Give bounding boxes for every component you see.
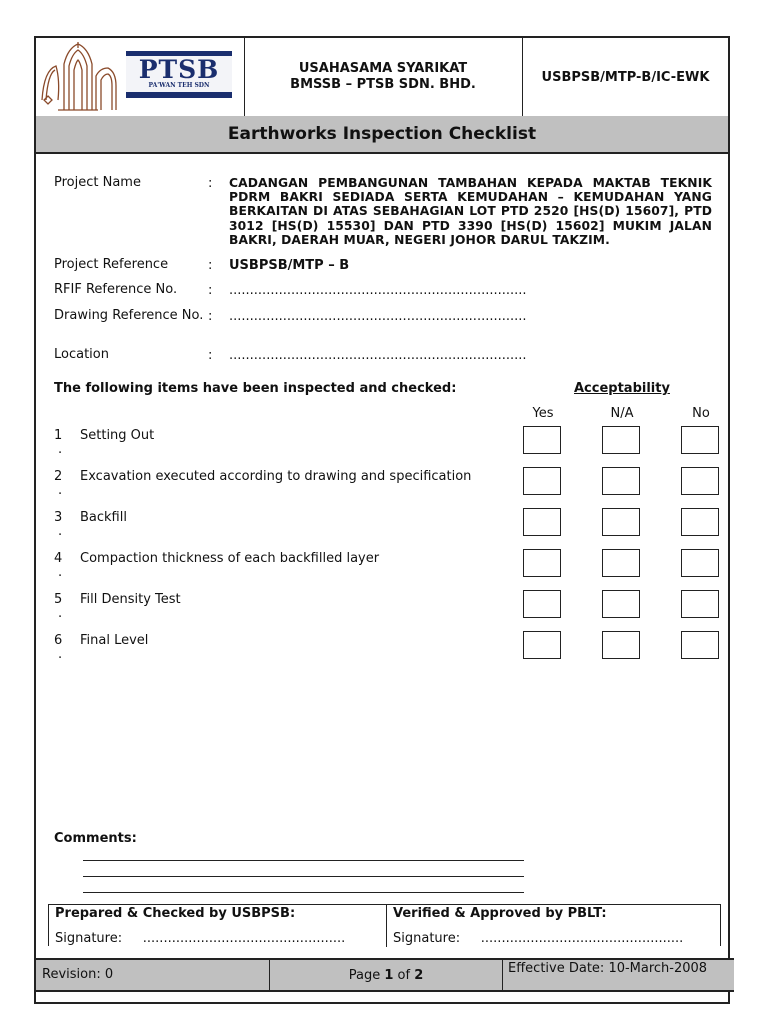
- inspection-heading: The following items have been inspected and checked:: [54, 381, 457, 396]
- item-label: Backfill: [80, 510, 127, 525]
- item-label: Excavation executed according to drawing and specification: [80, 469, 472, 484]
- comment-line[interactable]: [83, 892, 524, 893]
- signoff-box: [48, 904, 721, 946]
- checklist-form: [34, 36, 730, 1004]
- checkbox-na[interactable]: [602, 508, 640, 536]
- verified-signature[interactable]: [393, 931, 683, 946]
- project-reference-value: USBPSB/MTP – B: [229, 258, 350, 273]
- logo-wordmark: PTSB: [138, 55, 220, 84]
- item-number: 6: [54, 633, 63, 648]
- inspection-item: [54, 469, 524, 503]
- location-field[interactable]: ........................................................................: [229, 348, 527, 363]
- ptsb-logo: [126, 51, 232, 101]
- item-number-dot: .: [58, 483, 63, 498]
- company-name-cell: [244, 38, 523, 116]
- item-number: 5: [54, 592, 63, 607]
- signature-label: Signature:: [55, 931, 123, 946]
- checkbox-no[interactable]: [681, 426, 719, 454]
- revision-value: 0: [104, 967, 114, 982]
- form-header: [36, 38, 728, 118]
- column-yes: Yes: [532, 406, 554, 421]
- item-number: 1: [54, 428, 63, 443]
- drawing-reference-field[interactable]: ........................................................................: [229, 309, 527, 324]
- item-number-dot: .: [58, 647, 63, 662]
- item-number-dot: .: [58, 442, 63, 457]
- page-of: of: [393, 967, 415, 983]
- location-label: Location: [54, 347, 109, 362]
- prepared-by-title: Prepared & Checked by USBPSB:: [55, 906, 296, 921]
- verified-by-title: Verified & Approved by PBLT:: [393, 906, 607, 921]
- checkbox-yes[interactable]: [523, 590, 561, 618]
- checkbox-no[interactable]: [681, 631, 719, 659]
- project-reference-label: Project Reference: [54, 257, 169, 272]
- logo-cell: [36, 38, 245, 116]
- item-label: Setting Out: [80, 428, 155, 443]
- page-prefix: Page: [348, 967, 385, 983]
- effective-date: [508, 961, 728, 976]
- colon: :: [208, 176, 213, 191]
- inspection-item: [54, 428, 524, 462]
- form-title: Earthworks Inspection Checklist: [36, 116, 728, 154]
- checkbox-no[interactable]: [681, 549, 719, 577]
- comment-line[interactable]: [83, 860, 524, 861]
- page-current: 1: [384, 967, 394, 983]
- item-number: 3: [54, 510, 63, 525]
- checkbox-yes[interactable]: [523, 426, 561, 454]
- signature-dots: .................................................: [480, 931, 684, 946]
- checkbox-yes[interactable]: [523, 467, 561, 495]
- rfif-reference-label: RFIF Reference No.: [54, 282, 178, 297]
- item-label: Fill Density Test: [80, 592, 181, 607]
- item-number: 2: [54, 469, 63, 484]
- item-label: Final Level: [80, 633, 149, 648]
- arch-logo-icon: [38, 40, 118, 114]
- checkbox-yes[interactable]: [523, 508, 561, 536]
- signature-dots: .................................................: [142, 931, 346, 946]
- column-no: No: [692, 406, 710, 421]
- revision: [42, 967, 113, 982]
- checkbox-yes[interactable]: [523, 631, 561, 659]
- logo-bar-bottom: [126, 92, 232, 98]
- inspection-item: [54, 510, 524, 544]
- checkbox-na[interactable]: [602, 631, 640, 659]
- company-line-1: USAHASAMA SYARIKAT: [298, 61, 468, 76]
- signature-label: Signature:: [393, 931, 461, 946]
- page-total: 2: [414, 967, 424, 983]
- checkbox-no[interactable]: [681, 508, 719, 536]
- item-label: Compaction thickness of each backfilled layer: [80, 551, 380, 566]
- checkbox-na[interactable]: [602, 549, 640, 577]
- acceptability-heading: Acceptability: [574, 381, 670, 396]
- colon: :: [208, 348, 213, 363]
- inspection-item: [54, 551, 524, 585]
- item-number-dot: .: [58, 565, 63, 580]
- inspection-item: [54, 592, 524, 626]
- form-footer: [36, 958, 734, 992]
- comments-label: Comments:: [54, 831, 137, 846]
- effective-date-value: 10-March-2008: [608, 961, 708, 976]
- item-number-dot: .: [58, 606, 63, 621]
- document-code: USBPSB/MTP-B/IC-EWK: [541, 69, 710, 85]
- revision-label: Revision:: [42, 967, 105, 982]
- checkbox-na[interactable]: [602, 426, 640, 454]
- colon: :: [208, 258, 213, 273]
- drawing-reference-label: Drawing Reference No.: [54, 308, 204, 323]
- item-number-dot: .: [58, 524, 63, 539]
- page-indicator: [269, 960, 503, 990]
- checkbox-no[interactable]: [681, 467, 719, 495]
- comment-line[interactable]: [83, 876, 524, 877]
- item-number: 4: [54, 551, 63, 566]
- colon: :: [208, 283, 213, 298]
- checkbox-yes[interactable]: [523, 549, 561, 577]
- effective-date-label: Effective Date:: [508, 961, 609, 976]
- prepared-signature[interactable]: [55, 931, 345, 946]
- company-line-2: BMSSB – PTSB SDN. BHD.: [290, 77, 476, 92]
- column-na: N/A: [610, 406, 634, 421]
- inspection-item: [54, 633, 524, 667]
- checkbox-no[interactable]: [681, 590, 719, 618]
- logo-subtext: PA'WAN TEH SDN: [148, 82, 210, 89]
- colon: :: [208, 309, 213, 324]
- checkbox-na[interactable]: [602, 590, 640, 618]
- project-name-value: CADANGAN PEMBANGUNAN TAMBAHAN KEPADA MAKTAB TEKNIK PDRM BAKRI SEDIADA SERTA KEMUDAHAN – KEMUDAHAN YANG BERKAITAN DI ATAS SEBAHAGIAN LOT PTD 2520 [HS(D) 15607], PTD 3012 [HS(D) 15530] DAN PTD 3390 [HS(D) 15602] MUKIM JALAN BAKRI, DAERAH MUAR, NEGERI JOHOR DARUL TAKZIM.: [229, 176, 712, 247]
- rfif-reference-field[interactable]: ........................................................................: [229, 283, 527, 298]
- project-name-label: Project Name: [54, 175, 141, 190]
- checkbox-na[interactable]: [602, 467, 640, 495]
- signoff-divider: [386, 905, 387, 947]
